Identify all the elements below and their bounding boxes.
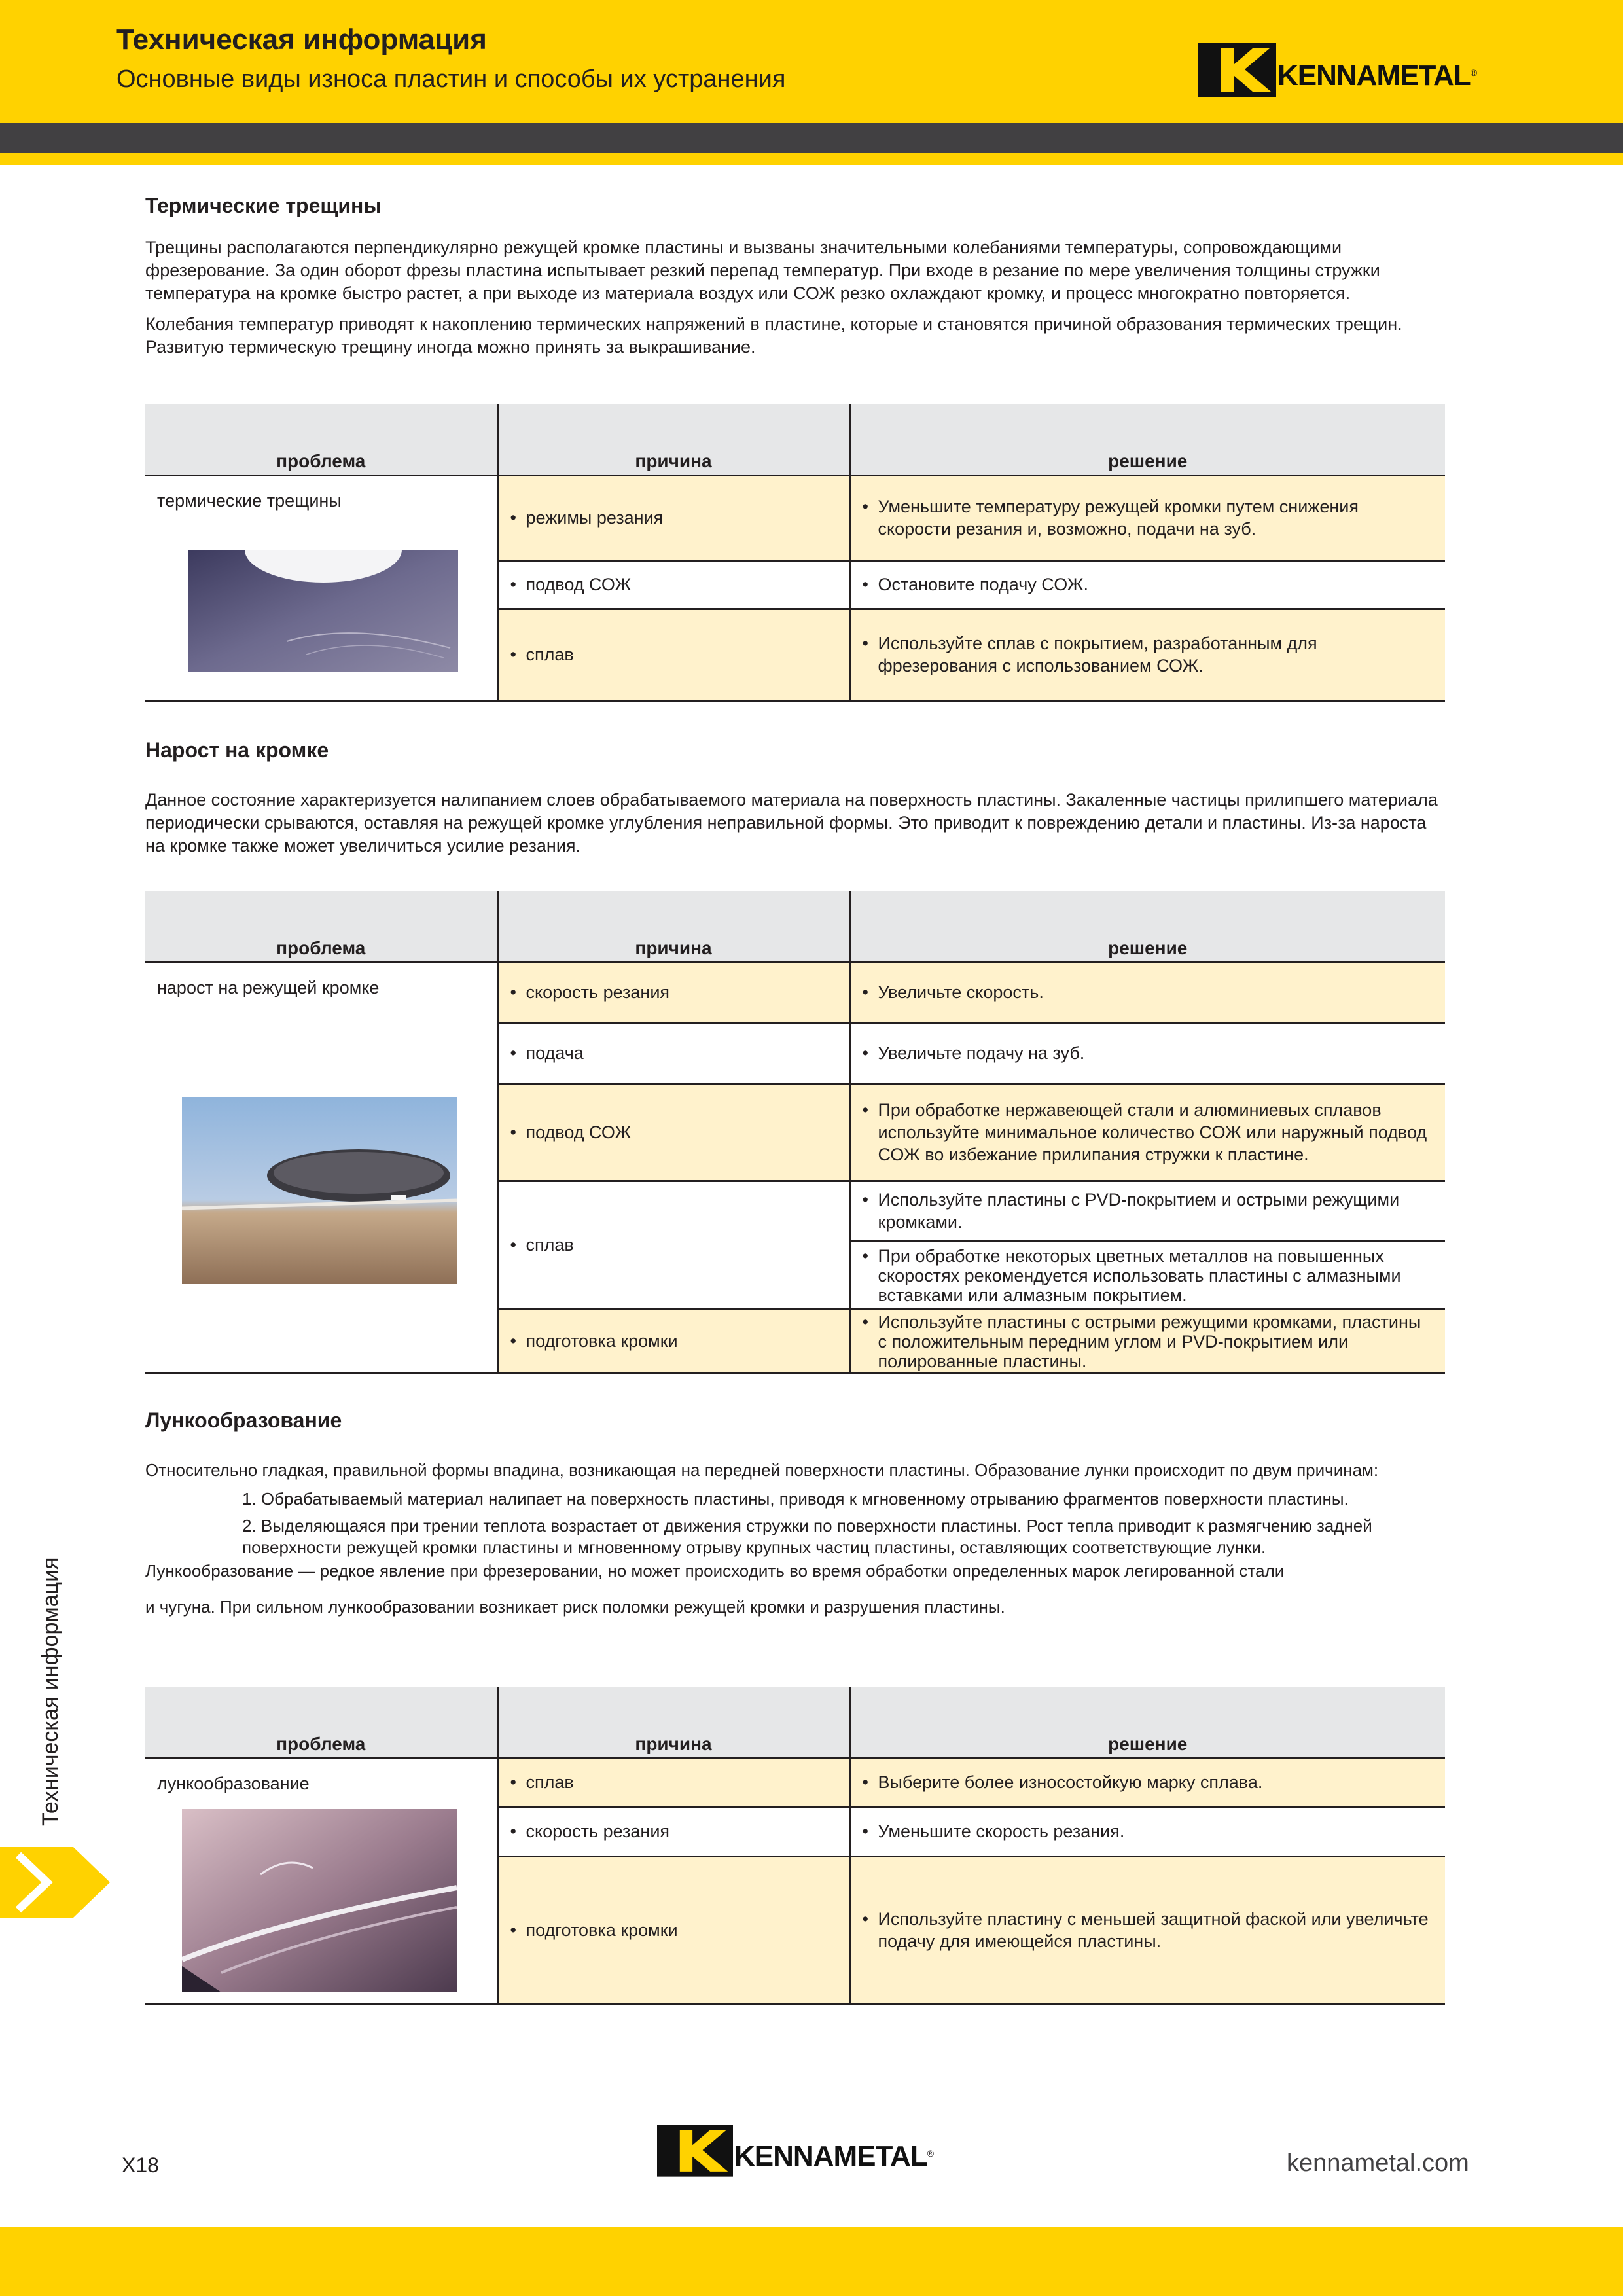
solution-cell: • При обработке некоторых цветных металлов на повышенных скоростях рекомендуется использовать пластины с алмазными вставками или алмазным покрытием. bbox=[849, 1241, 1445, 1308]
wear-table bbox=[145, 404, 1445, 702]
cause-cell: • сплав bbox=[497, 609, 849, 700]
cause-list bbox=[242, 1488, 1445, 1558]
cause-cell: • подготовка кромки bbox=[497, 1856, 849, 2004]
section-paragraph: Трещины располагаются перпендикулярно режущей кромке пластины и вызваны значительными колебаниями температуры, сопровождающими фрезерование. За один оборот фрезы пластина испытывает резкий перепад температур. При входе в резание по мере увеличения толщины стружки температура на кромке быстро растет, а при выходе из материала воздух или СОЖ резко охлаждают кромку, и процесс многократно повторяется. bbox=[145, 238, 1380, 303]
solution-cell: • Уменьшите скорость резания. bbox=[849, 1806, 1445, 1856]
header-yellow-stripe bbox=[0, 153, 1623, 165]
section-crater-wear bbox=[145, 1408, 1445, 1619]
header-bar bbox=[0, 0, 1623, 123]
wear-table bbox=[145, 1687, 1445, 2005]
cause-cell: • подача bbox=[497, 1022, 849, 1084]
problem-cell bbox=[145, 962, 497, 1373]
logo-registered-mark: ® bbox=[927, 2148, 935, 2159]
wear-table bbox=[145, 891, 1445, 1374]
section-built-up-edge bbox=[145, 738, 1445, 857]
solution-cell: • Увеличьте подачу на зуб. bbox=[849, 1022, 1445, 1084]
table-crater-wear bbox=[145, 1687, 1445, 2005]
logo-wordmark: KENNAMETAL bbox=[1277, 60, 1471, 92]
page-subtitle: Основные виды износа пластин и способы их устранения bbox=[116, 65, 786, 93]
sidebar-vertical-label: Техническая информация bbox=[38, 1557, 63, 1826]
section-heading: Термические трещины bbox=[145, 194, 382, 217]
section-heading: Нарост на кромке bbox=[145, 738, 329, 762]
col-header-problem: проблема bbox=[145, 891, 497, 962]
table-thermal-cracks bbox=[145, 404, 1445, 702]
built-up-edge-photo bbox=[182, 1097, 457, 1284]
cause-cell: • подвод СОЖ bbox=[497, 1084, 849, 1181]
cause-cell: • скорость резания bbox=[497, 962, 849, 1022]
cause-cell: • подвод СОЖ bbox=[497, 560, 849, 609]
cause-cell: • сплав bbox=[497, 1758, 849, 1806]
section-heading: Лункообразование bbox=[145, 1408, 342, 1432]
logo-registered-mark: ® bbox=[1470, 67, 1478, 78]
footer-bar bbox=[0, 2227, 1623, 2296]
section-paragraph: Относительно гладкая, правильной формы впадина, возникающая на передней поверхности пластины. Образование лунки происходит по двум причинам: bbox=[145, 1460, 1379, 1480]
problem-cell bbox=[145, 1758, 497, 2004]
solution-cell: • При обработке нержавеющей стали и алюминиевых сплавов используйте минимальное количество СОЖ или наружный подвод СОЖ во избежание прилипания стружки к пластине. bbox=[849, 1084, 1445, 1181]
problem-label: лункообразование bbox=[157, 1773, 310, 1793]
list-item: 1. Обрабатываемый материал налипает на поверхность пластины, приводя к мгновенному отрыванию фрагментов поверхности пластины. bbox=[242, 1489, 1349, 1509]
col-header-cause: причина bbox=[497, 1687, 849, 1758]
problem-label: нарост на режущей кромке bbox=[157, 977, 380, 997]
page-title: Техническая информация bbox=[116, 24, 487, 56]
cause-cell: • подготовка кромки bbox=[497, 1308, 849, 1373]
list-item: 2. Выделяющаяся при трении теплота возрастает от движения стружки по поверхности пластины. Рост тепла приводит к размягчению задней поверхности режущей кромки пластины и мгновенному отрыву крупных частиц пластины, оставляющих соответствующие лунки. bbox=[242, 1516, 1372, 1557]
section-paragraph: Лункообразование — редкое явление при фрезеровании, но может происходить во время обработки определенных марок легированной стали bbox=[145, 1561, 1285, 1581]
solution-cell: • Остановите подачу СОЖ. bbox=[849, 560, 1445, 609]
col-header-solution: решение bbox=[849, 1687, 1445, 1758]
section-paragraph: Колебания температур приводят к накоплению термических напряжений в пластине, которые и становятся причиной образования термических трещин. Развитую термическую трещину иногда можно принять за выкрашивание. bbox=[145, 314, 1402, 357]
problem-cell bbox=[145, 475, 497, 700]
section-paragraph: и чугуна. При сильном лункообразовании возникает риск поломки режущей кромки и разрушения пластины. bbox=[145, 1597, 1005, 1617]
header-grey-band bbox=[0, 123, 1623, 153]
solution-cell: • Увеличьте скорость. bbox=[849, 962, 1445, 1022]
section-thermal-cracks bbox=[145, 194, 1445, 359]
solution-cell: • Используйте пластины с острыми режущими кромками, пластины с положительным передним углом и PVD-покрытием или полированные пластины. bbox=[849, 1308, 1445, 1373]
col-header-problem: проблема bbox=[145, 404, 497, 475]
crater-wear-photo bbox=[182, 1809, 457, 1992]
kennametal-logo bbox=[1198, 43, 1477, 97]
solution-cell: • Используйте пластины с PVD-покрытием и острыми режущими кромками. bbox=[849, 1181, 1445, 1241]
solution-cell: • Выберите более износостойкую марку сплава. bbox=[849, 1758, 1445, 1806]
footer-kennametal-logo bbox=[657, 2125, 934, 2177]
col-header-solution: решение bbox=[849, 891, 1445, 962]
col-header-cause: причина bbox=[497, 891, 849, 962]
thermal-cracks-photo bbox=[188, 550, 458, 672]
cause-cell: • скорость резания bbox=[497, 1806, 849, 1856]
table-built-up-edge bbox=[145, 891, 1445, 1374]
cause-cell: • сплав bbox=[497, 1181, 849, 1308]
logo-wordmark: KENNAMETAL bbox=[734, 2140, 927, 2172]
col-header-solution: решение bbox=[849, 404, 1445, 475]
solution-cell: • Уменьшите температуру режущей кромки путем снижения скорости резания и, возможно, подачи на зуб. bbox=[849, 475, 1445, 560]
kennametal-k-icon bbox=[1198, 43, 1276, 97]
solution-cell: • Используйте сплав с покрытием, разработанным для фрезерования с использованием СОЖ. bbox=[849, 609, 1445, 700]
kennametal-k-icon bbox=[657, 2125, 733, 2177]
col-header-cause: причина bbox=[497, 404, 849, 475]
cause-cell: • режимы резания bbox=[497, 475, 849, 560]
problem-label: термические трещины bbox=[157, 490, 342, 511]
solution-cell: • Используйте пластину с меньшей защитной фаской или увеличьте подачу для имеющейся пластины. bbox=[849, 1856, 1445, 2004]
chevron-tab-icon bbox=[0, 1847, 111, 1918]
page-number: X18 bbox=[122, 2153, 159, 2177]
website-link[interactable]: kennametal.com bbox=[1287, 2149, 1469, 2177]
col-header-problem: проблема bbox=[145, 1687, 497, 1758]
section-paragraph: Данное состояние характеризуется налипанием слоев обрабатываемого материала на поверхность пластины. Закаленные частицы прилипшего материала периодически срываются, оставляя на режущей кромке углубления неправильной формы. Это приводит к повреждению детали и пластины. Из-за нароста на кромке также может увеличиться усилие резания. bbox=[145, 790, 1438, 855]
